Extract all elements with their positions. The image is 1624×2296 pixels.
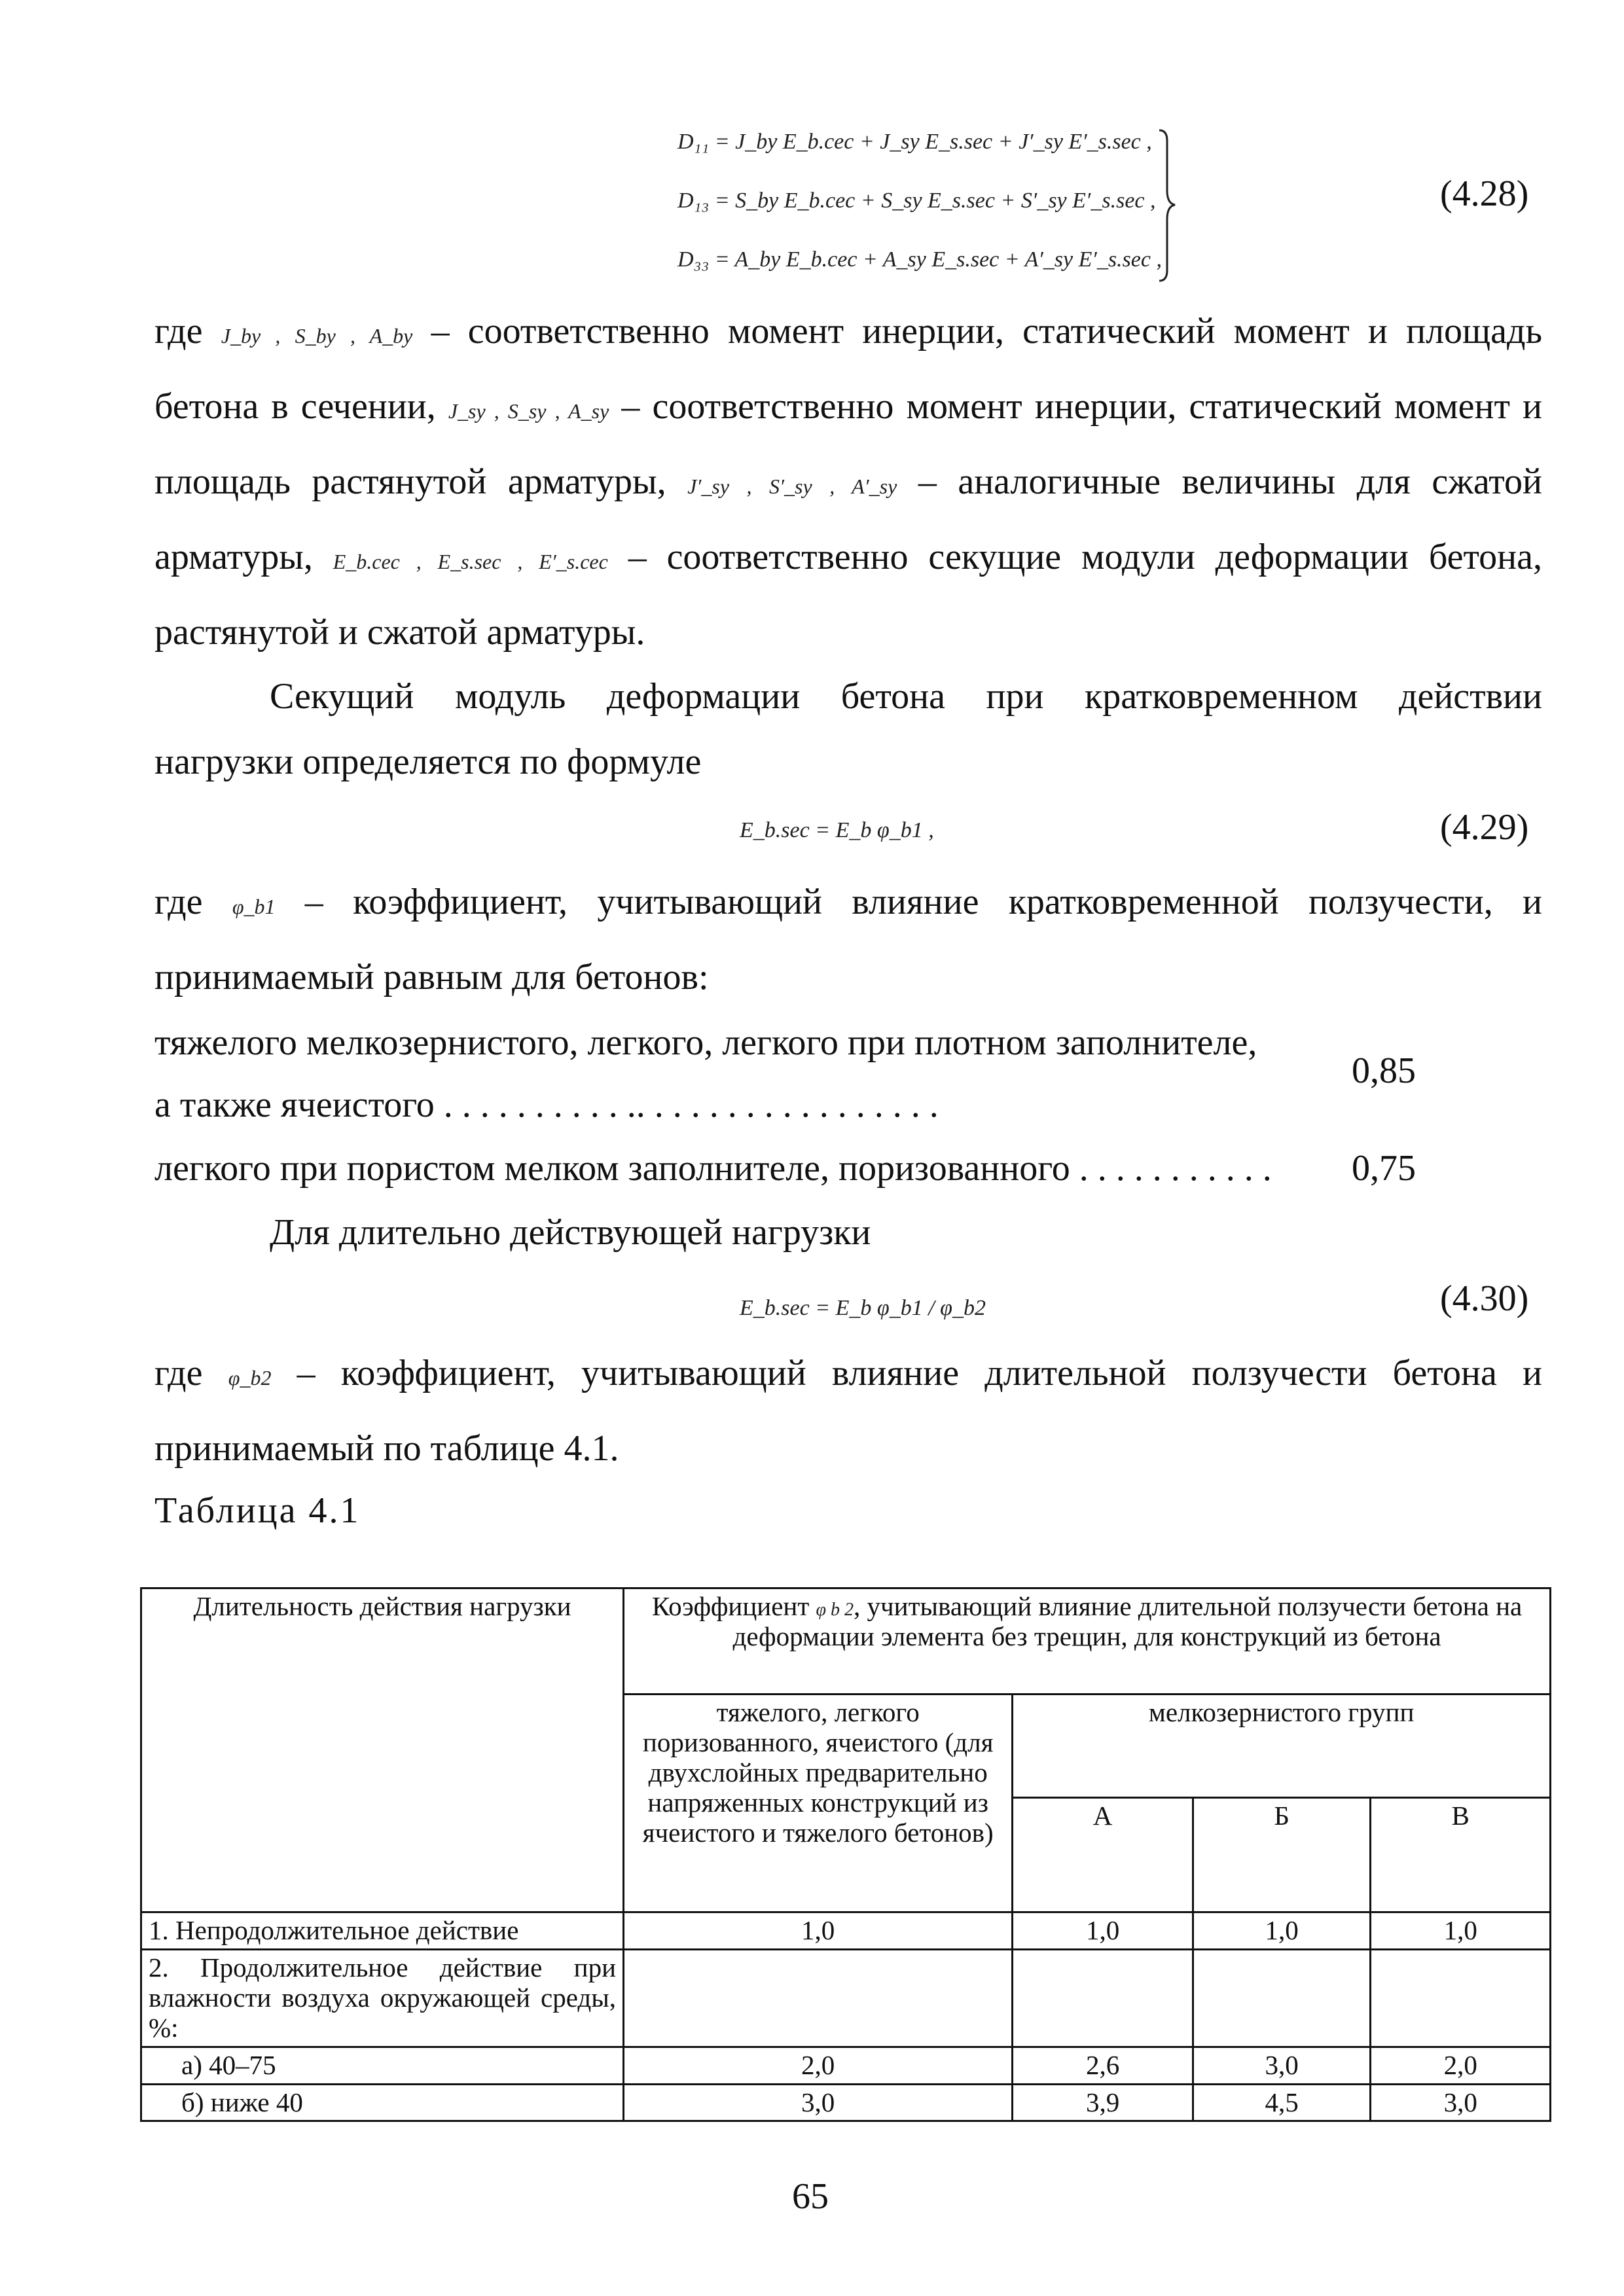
symbol-phi-b2: φ_b2 [228, 1366, 272, 1390]
table-row [141, 2047, 1551, 2084]
header-coefficient: Коэффициент φ b 2, учитывающий влияние длительной ползучести бетона на деформации элемента без трещин, для конструкций из бетона [624, 1588, 1551, 1695]
cell-value [1193, 1949, 1371, 2047]
cell-value: 1,0 [1371, 1912, 1551, 1950]
symbol-j-s-a-sy: J_sy , S_sy , A_sy [448, 399, 609, 423]
paragraph-4: Для длительно действующей нагрузки [270, 1212, 871, 1253]
table-row [141, 2084, 1551, 2121]
formula-4-28-line2: D₁₃ = S_by E_b.cec + S_sy E_s.sec + S′_sy E′_s.sec , [677, 188, 1156, 213]
cell-value [1371, 1949, 1551, 2047]
cell-value: 3,0 [1371, 2084, 1551, 2121]
paragraph-3-line-2: принимаемый равным для бетонов: [154, 957, 709, 997]
formula-4-29: E_b.sec = E_b φ_b1 , [740, 818, 934, 842]
equation-number-4-30: (4.30) [1440, 1278, 1529, 1319]
cell-value: 2,6 [1013, 2047, 1193, 2084]
header-group-a: А [1013, 1798, 1193, 1912]
cell-value: 3,0 [1193, 2047, 1371, 2084]
header-fine-grained: мелкозернистого групп [1013, 1695, 1551, 1798]
table-row [141, 1949, 1551, 2047]
cell-value: 3,0 [624, 2084, 1013, 2121]
symbol-phi-b2-header: φ b 2 [816, 1600, 854, 1620]
coef-list-item-2-line: легкого при пористом мелком заполнителе, поризованного . . . . . . . . . . . [154, 1148, 1272, 1189]
header-group-v: В [1371, 1798, 1551, 1912]
symbol-e-modules: E_b.cec , E_s.sec , E′_s.cec [333, 550, 608, 573]
paragraph-1-line-5: растянутой и сжатой арматуры. [154, 612, 645, 653]
row-label: 1. Непродолжительное действие [141, 1912, 624, 1950]
row-label: 2. Продолжительное действие при влажности воздуха окружающей среды, %: [141, 1949, 624, 2047]
coef-list-item-1-value: 0,85 [1352, 1050, 1416, 1091]
cell-value: 3,9 [1013, 2084, 1193, 2121]
paragraph-1-line-3: площадь растянутой арматуры, J′_sy , S′_sy , A′_sy – аналогичные величины для сжатой [154, 461, 1543, 502]
formula-4-28-line3: D₃₃ = A_by E_b.cec + A_sy E_s.sec + A′_sy E′_s.sec , [677, 247, 1162, 272]
header-heavy-concrete: тяжелого, легкого поризованного, ячеистого (для двухслойных предварительно напряженных конструкций из ячеистого и тяжелого бетонов) [624, 1695, 1013, 1912]
row-label: б) ниже 40 [141, 2084, 624, 2121]
cell-value: 2,0 [1371, 2047, 1551, 2084]
cell-value [1013, 1949, 1193, 2047]
formula-4-30: E_b.sec = E_b φ_b1 / φ_b2 [740, 1296, 986, 1320]
coef-list-item-1-line-1: тяжелого мелкозернистого, легкого, легкого при плотном заполнителе, [154, 1022, 1257, 1063]
equation-number-4-29: (4.29) [1440, 807, 1529, 848]
paragraph-1-line-4: арматуры, E_b.cec , E_s.sec , E′_s.cec – соответственно секущие модули деформации бетона, [154, 537, 1542, 577]
symbol-j-s-a-by: J_by , S_by , A_by [221, 324, 413, 348]
cell-value [624, 1949, 1013, 2047]
paragraph-5-line-2: принимаемый по таблице 4.1. [154, 1428, 619, 1469]
symbol-j-s-a-prime-sy: J′_sy , S′_sy , A′_sy [687, 475, 897, 498]
paragraph-1-line-2: бетона в сечении, J_sy , S_sy , A_sy – соответственно момент инерции, статический момент и [154, 386, 1543, 427]
coef-list-item-2-value: 0,75 [1352, 1148, 1416, 1189]
cell-value: 1,0 [1013, 1912, 1193, 1950]
header-group-b: Б [1193, 1798, 1371, 1912]
page-number: 65 [792, 2176, 829, 2217]
paragraph-2-line-1: Секущий модуль деформации бетона при кратковременном действии [270, 676, 1542, 717]
row-label: а) 40–75 [141, 2047, 624, 2084]
equation-number-4-28: (4.28) [1440, 173, 1529, 214]
cell-value: 1,0 [624, 1912, 1013, 1950]
formula-4-28-line1: D₁₁ = J_by E_b.cec + J_sy E_s.sec + J′_sy E′_s.sec , [677, 130, 1152, 154]
coef-list-item-1-line-2: а также ячеистого . . . . . . . . . . .. . . . . . . . . . . . . . . . . [154, 1085, 939, 1125]
cell-value: 4,5 [1193, 2084, 1371, 2121]
table-row [141, 1912, 1551, 1950]
cell-value: 1,0 [1193, 1912, 1371, 1950]
header-duration: Длительность действия нагрузки [141, 1588, 624, 1912]
symbol-phi-b1: φ_b1 [232, 895, 276, 918]
paragraph-1-line-1: где J_by , S_by , A_by – соответственно момент инерции, статический момент и площадь [154, 311, 1543, 351]
paragraph-5-line-1: где φ_b2 – коэффициент, учитывающий влияние длительной ползучести бетона и [154, 1353, 1543, 1393]
table-4-1 [140, 1587, 1551, 2122]
paragraph-3-line-1: где φ_b1 – коэффициент, учитывающий влияние кратковременной ползучести, и [154, 882, 1543, 922]
table-caption: Таблица 4.1 [154, 1490, 361, 1531]
cell-value: 2,0 [624, 2047, 1013, 2084]
right-brace-icon [1155, 128, 1182, 285]
paragraph-2-line-2: нагрузки определяется по формуле [154, 742, 702, 782]
